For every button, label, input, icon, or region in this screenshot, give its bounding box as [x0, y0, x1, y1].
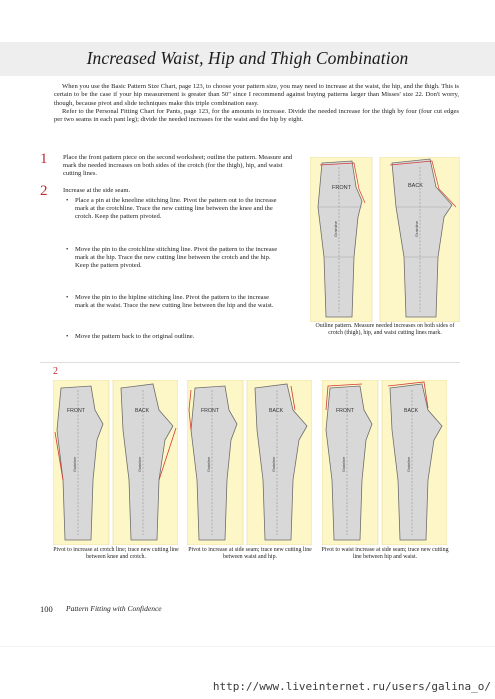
caption-top-figure: Outline pattern. Measure needed increases on both sides of crotch (thigh), hip, and waist cutting lines mark.	[315, 323, 455, 336]
figure-crotch-pivot	[53, 380, 178, 545]
bullet-3: • Move the pin to the hipline stitching line. Pivot the pattern to the increase mark at the waist. Trace the new cutting line between the hip and the waist.	[66, 294, 274, 310]
caption-figure-3: Pivot to waist increase at side seam; trace new cutting line between hip and waist.	[321, 547, 449, 560]
figure-waist-pivot	[322, 380, 447, 545]
bullet-2: • Move the pin to the crotchline stitching line. Pivot the pattern to the increase mark at the hip. Trace the new cutting line between the crotch and the hip. Keep the pattern pivoted.	[66, 246, 278, 270]
front-label: FRONT	[201, 408, 219, 414]
back-grainline-label: Grainline	[407, 456, 411, 472]
row-label: 2	[53, 366, 58, 377]
source-watermark[interactable]	[0, 680, 495, 693]
step-text-2: Increase at the side seam.	[63, 187, 131, 194]
bullet-1-text: Place a pin at the kneeline stitching line. Pivot the pattern out to the increase mark at the crotchline. Trace the new cutting line between the knee and the crotch. Keep the pattern pivoted.	[75, 197, 277, 221]
back-label: BACK	[404, 408, 419, 414]
front-grainline-label: Grainline	[207, 456, 211, 472]
bullet-1: • Place a pin at the kneeline stitching line. Pivot the pattern out to the increase mark at the crotchline. Trace the new cutting line between the knee and the crotch. Keep the pattern pivoted.	[66, 197, 277, 221]
back-label: BACK	[135, 408, 150, 414]
intro-text	[54, 83, 459, 124]
front-label: FRONT	[332, 185, 351, 191]
figure-side-seam-pivot	[187, 380, 312, 545]
front-grainline-label: Grainline	[73, 456, 77, 472]
front-label: FRONT	[336, 408, 354, 414]
back-label: BACK	[408, 183, 423, 189]
step-number-2: 2	[40, 183, 48, 199]
page-title: Increased Waist, Hip and Thigh Combination	[86, 48, 409, 68]
step-text-1: Place the front pattern piece on the second worksheet; outline the pattern. Measure and mark the needed increases on both sides of the crotch (for the thigh), hip, and waist cutting lines.	[63, 154, 293, 178]
watermark-text: http://www.liveinternet.ru/users/galina_o/	[212, 680, 491, 693]
back-grainline-label: Grainline	[272, 456, 276, 472]
intro-paragraph-1: When you use the Basic Pattern Size Chart, page 123, to choose your pattern size, you may need to increase at the waist, the hip, and the thigh. This is certain to be the case if your hip measurement is greater than 50" since I recommend against buying patterns larger than Misses' size 22. Don't worry, though, because pivot and slide techniques make this triple combination easy.	[54, 83, 459, 107]
bullet-2-text: Move the pin to the crotchline stitching line. Pivot the pattern to the increase mark at the hip. Trace the new cutting line between the crotch and the hip. Keep the pattern pivoted.	[75, 246, 278, 270]
front-grainline-label: Grainline	[342, 456, 346, 472]
back-label: BACK	[269, 408, 284, 414]
bullet-3-text: Move the pin to the hipline stitching line. Pivot the pattern to the increase mark at the waist. Trace the new cutting line between the hip and the waist.	[75, 294, 274, 310]
figure-outline-pattern	[310, 157, 460, 322]
front-grainline-label: Grainline	[333, 220, 338, 237]
bottom-rule	[0, 646, 495, 647]
intro-paragraph-2: Refer to the Personal Fitting Chart for Pants, page 123, for the amounts to increase. Divide the needed increase for the thigh by four (four cut edges per two seams in each pant leg); divide the needed increases for the waist and the hip by eight.	[54, 107, 459, 124]
step-number-1: 1	[40, 151, 48, 167]
back-grainline-label: Grainline	[138, 456, 142, 472]
back-grainline-label: Grainline	[414, 220, 419, 237]
caption-figure-1: Pivot to increase at crotch line; trace new cutting line between knee and crotch.	[53, 547, 179, 560]
bullet-4-text: Move the pattern back to the original outline.	[75, 333, 195, 340]
bullet-4: • Move the pattern back to the original outline.	[66, 333, 195, 340]
page-number: 100	[40, 604, 53, 614]
front-label: FRONT	[67, 408, 85, 414]
caption-figure-2: Pivot to increase at side seam; trace new cutting line between waist and hip.	[188, 547, 312, 560]
running-footer-title: Pattern Fitting with Confidence	[66, 604, 162, 613]
section-divider	[40, 362, 460, 363]
